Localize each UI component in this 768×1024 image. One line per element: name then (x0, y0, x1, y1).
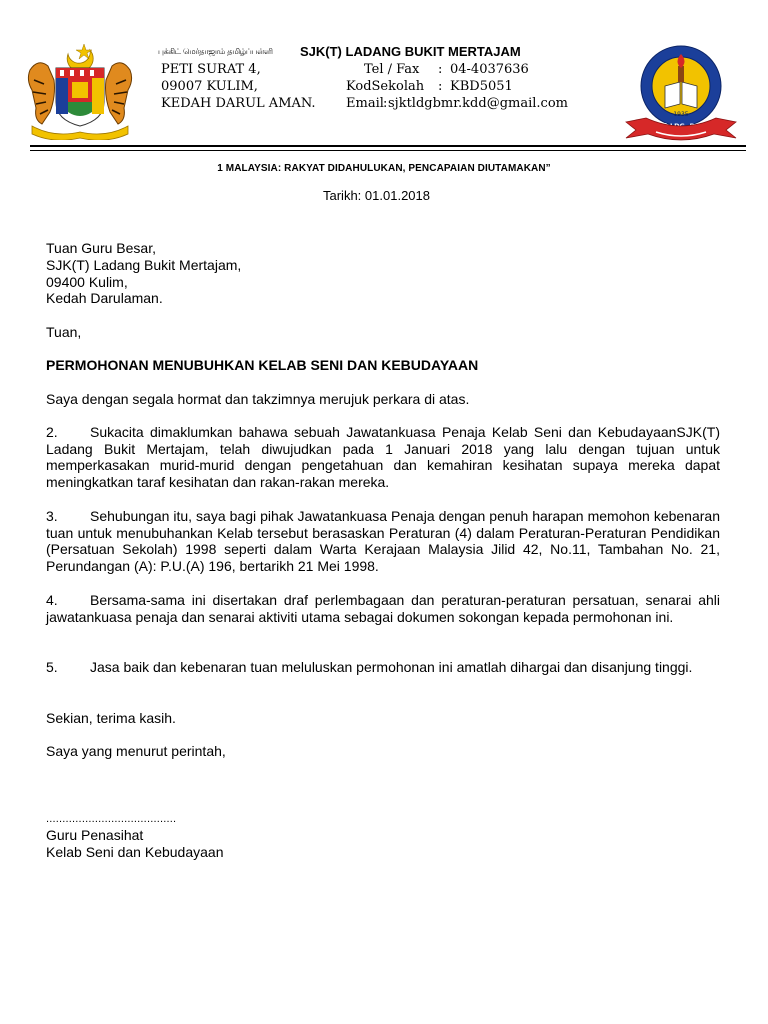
paragraph-text: Sehubungan itu, saya bagi pihak Jawatankuasa Penaja dengan penuh harapan memohon kebenaran tuan untuk menubuhankan Kelab tersebut berasaskan Peraturan (4) dalam Peraturan-Peraturan Pendidikan (Persatuan Sekolah) 1998 seperti dalam Warta Kerajaan Malaysia Jilid 42, No.11, Tambahan No. 21, Perundangan (A): P.U.(A) 196, bertarikh 21 Mei 1998. (46, 508, 720, 574)
signatory-title: Guru Penasihat (46, 827, 144, 843)
email-value: sjktldgbmr.kdd@gmail.com (388, 96, 568, 111)
email-sep: : (383, 96, 388, 111)
tel-fax-value: 04-4037636 (450, 62, 529, 77)
recipient-line-1: Tuan Guru Besar, (46, 240, 156, 256)
email-label: Email (346, 96, 384, 111)
school-badge-logo (622, 42, 740, 142)
recipient-line-2: SJK(T) Ladang Bukit Mertajam, (46, 257, 242, 273)
paragraph-text: Jasa baik dan kebenaran tuan meluluskan permohonan ini amatlah dihargai dan disanjung tinggi. (90, 659, 693, 675)
coat-of-arms-logo (24, 40, 136, 140)
paragraph-text: Sukacita dimaklumkan bahawa sebuah Jawatankuasa Penaja Kelab Seni dan KebudayaanSJK(T) Ladang Bukit Mertajam, telah diwujudkan pada 1 Januari 2018 yang lalu dengan tujuan untuk memperkasakan murid-murid dengan pengetahuan dan kemahiran kesihatan supaya mereka dapat meningkatkan taraf kesihatan dan rakan-rakan mereka. (46, 424, 720, 490)
header-rule-thin (30, 150, 746, 151)
school-code-label: KodSekolah (346, 79, 425, 94)
date-value: 01.01.2018 (364, 188, 430, 203)
paragraph-number: 4. (46, 592, 58, 608)
slogan: 1 MALAYSIA: RAKYAT DIDAHULUKAN, PENCAPAIAN DIUTAMAKAN” (217, 163, 551, 174)
school-code-value: KBD5051 (450, 79, 513, 94)
recipient-line-4: Kedah Darulaman. (46, 290, 163, 306)
school-name: SJK(T) LADANG BUKIT MERTAJAM (300, 44, 521, 59)
paragraph-number: 3. (46, 508, 58, 524)
address-line-3: KEDAH DARUL AMAN. (161, 96, 316, 111)
tel-fax-label: Tel / Fax (364, 62, 420, 77)
address-line-1: PETI SURAT 4, (161, 62, 261, 77)
header-rule-thick (30, 145, 746, 147)
signatory-unit: Kelab Seni dan Kebudayaan (46, 844, 224, 860)
closing-2: Saya yang menurut perintah, (46, 743, 226, 759)
tel-fax-sep: : (438, 62, 443, 77)
school-code-sep: : (438, 79, 443, 94)
paragraph-4 (46, 592, 720, 625)
address-line-2: 09007 KULIM, (161, 79, 258, 94)
signature-line: ........................................ (46, 813, 177, 825)
badge-year: 1935 (673, 111, 689, 118)
subject-heading: PERMOHONAN MENUBUHKAN KELAB SENI DAN KEBUDAYAAN (46, 357, 479, 373)
date-label: Tarikh: (323, 188, 362, 203)
salutation: Tuan, (46, 324, 82, 340)
date-line (323, 188, 430, 203)
paragraph-3 (46, 508, 720, 574)
paragraph-number: 2. (46, 424, 58, 440)
paragraph-2 (46, 424, 720, 490)
tamil-school-name: புக்கிட் மெர்தாஜாம் தமிழ்ப்பள்ளி (158, 47, 273, 56)
recipient-line-3: 09400 Kulim, (46, 274, 128, 290)
paragraph-5 (46, 659, 720, 676)
intro-paragraph: Saya dengan segala hormat dan takzimnya merujuk perkara di atas. (46, 391, 470, 407)
closing: Sekian, terima kasih. (46, 710, 176, 726)
paragraph-number: 5. (46, 659, 58, 675)
paragraph-text: Bersama-sama ini disertakan draf perlembagaan dan peraturan-peraturan persatuan, senarai ahli jawatankuasa penaja dan senarai aktiviti utama sebagai dokumen sokongan kepada permohonan ini. (46, 592, 720, 625)
